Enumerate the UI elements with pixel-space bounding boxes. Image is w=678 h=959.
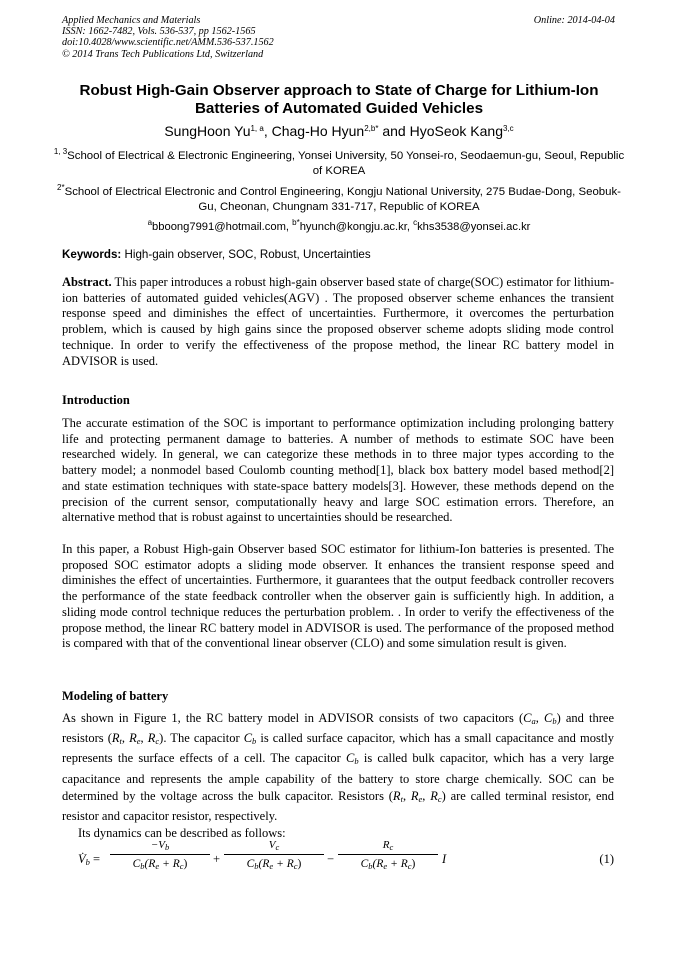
equation-1 — [74, 838, 614, 882]
intro-paragraph-2: In this paper, a Robust High-gain Observer based SOC estimator for lithium-Ion batteries is presented. The proposed SOC estimator adopts a sliding mode observer. It enhances the transient response speed and diminishes the effect of uncertainties. Furthermore, it guarantees that the output feedback controller recovers the performance of the state feedback controller when the observer gain is sufficiently high. In addition, a sliding mode control technique reduces the perturbation problem. . In order to verify the effectiveness of the propose method, the linear RC battery model in ADVISOR is used. The performance of the proposed method is compared with that of the conventional linear observer (CLO) and some simulation result is given. — [62, 542, 614, 651]
math-subscript: b — [354, 756, 359, 767]
abstract — [62, 275, 614, 369]
math-symbol: C — [132, 858, 141, 870]
math-subscript: t — [119, 736, 122, 747]
math-subscript: c — [437, 793, 442, 804]
equation-number: (1) — [599, 852, 614, 866]
math-symbol: R — [129, 731, 137, 746]
journal-name: Applied Mechanics and Materials — [62, 15, 201, 26]
author-name: HyoSeok Kang — [409, 123, 503, 139]
fraction-numerator — [224, 838, 324, 854]
fraction-denominator — [110, 854, 210, 874]
text-run: ) are called terminal resistor, end resistor and capacitor resistor, respectively. — [62, 788, 614, 824]
fraction-numerator — [110, 838, 210, 854]
math-subscript: c — [155, 736, 160, 747]
author-name: SungHoon Yu — [164, 123, 251, 139]
math-subscript: c — [179, 861, 184, 871]
dynamics-intro: Its dynamics can be described as follows: — [78, 826, 286, 841]
abstract-text: This paper introduces a robust high-gain observer based state of charge(SOC) estimator for lithium-ion batteries of automated guided vehicles(AGV) . The proposed observer scheme enhances the transient response speed and diminishes the effect of uncertainties. Furthermore, it overcomes the perturbation problem, which is caused by high gains since the proposed observer scheme adopts sliding mode control technique. In order to verify the effectiveness of the propose method, the linear RC battery model in ADVISOR is used. — [62, 275, 614, 368]
affiliation-2 — [50, 185, 628, 214]
math-symbol: + R — [387, 858, 408, 870]
equals-sign: = — [93, 852, 101, 866]
math-symbol: + R — [159, 858, 180, 870]
email-link[interactable]: hyunch@kongju.ac.kr, — [299, 221, 414, 233]
abstract-label: Abstract. — [62, 275, 112, 289]
math-subscript: e — [418, 793, 423, 804]
math-symbol: + R — [273, 858, 294, 870]
math-symbol: ) — [411, 858, 416, 870]
math-symbol: R — [392, 788, 401, 803]
affiliation-mark: 1, 3 — [53, 147, 68, 156]
math-symbol: C — [246, 858, 255, 870]
email-mark: a — [147, 218, 153, 227]
affiliation-mark: 2* — [57, 183, 65, 192]
affiliation-text: School of Electrical Electronic and Control Engineering, Kongju National University, 275 Budae-Dong, Seobuk-Gu, Cheonan, Chungnam 331-717, Republic of KOREA — [64, 186, 621, 213]
math-symbol: C — [346, 751, 355, 766]
issn-line: ISSN: 1662-7482, Vols. 536-537, pp 1562-1565 — [62, 26, 256, 38]
math-subscript: e — [155, 861, 160, 871]
keywords — [62, 248, 371, 262]
math-subscript: b — [140, 861, 145, 871]
math-symbol: R — [430, 788, 438, 803]
author-affil-mark: 3,c — [503, 124, 514, 133]
doi-line[interactable]: doi:10.4028/www.scientific.net/AMM.536-537.1562 — [62, 37, 274, 49]
math-subscript: c — [293, 861, 298, 871]
keywords-text: High-gain observer, SOC, Robust, Uncertainties — [121, 248, 371, 261]
math-symbol: V̇ — [78, 852, 86, 866]
text-run: , — [535, 711, 544, 725]
math-symbol: (R — [258, 858, 270, 870]
text-run: , — [402, 788, 411, 803]
paper-title: Robust High-Gain Observer approach to State of Charge for Lithium-Ion Batteries of Automated Guided Vehicles — [79, 82, 599, 117]
math-subscript: e — [136, 736, 141, 747]
math-symbol: C — [243, 731, 253, 746]
current-symbol: I — [442, 852, 447, 866]
modeling-paragraph — [62, 710, 614, 842]
math-symbol: V — [268, 839, 276, 851]
math-symbol: ) — [297, 858, 302, 870]
copyright-line: © 2014 Trans Tech Publications Ltd, Switzerland — [62, 48, 264, 60]
math-subscript: b — [85, 857, 90, 867]
affiliation-text: School of Electrical & Electronic Engineering, Yonsei University, 50 Yonsei-ro, Seodaemun-gu, Seoul, Republic of KOREA — [67, 150, 625, 177]
plus-sign: + — [213, 852, 221, 866]
text-run: As shown in Figure 1, the RC battery model in ADVISOR consists of two capacitors ( — [62, 711, 524, 725]
section-heading-modeling: Modeling of battery — [62, 689, 169, 703]
math-subscript: e — [269, 861, 274, 871]
math-subscript: e — [383, 861, 388, 871]
minus-sign: − — [327, 852, 335, 866]
math-symbol: ) — [183, 858, 188, 870]
math-subscript: b — [254, 861, 259, 871]
math-symbol: (R — [372, 858, 384, 870]
section-heading-introduction: Introduction — [62, 393, 130, 407]
text-run: , — [140, 731, 148, 746]
fraction-denominator — [338, 854, 438, 874]
keywords-label: Keywords: — [62, 248, 122, 261]
equation-lhs — [78, 852, 100, 867]
text-run: ) and three resistors ( — [62, 711, 614, 746]
email-link[interactable]: khs3538@yonsei.ac.kr — [417, 221, 531, 233]
math-subscript: b — [552, 716, 557, 726]
affiliation-1 — [50, 149, 628, 178]
math-subscript: c — [407, 861, 412, 871]
intro-paragraph-1: The accurate estimation of the SOC is important to performance optimization including prolonging battery life and protecting permanent damage to batteries. A number of methods to estimate SOC have been researched widely. In general, we can categorize these methods in to three major types according to the battery model; a nonmodel based Coulomb counting method[1], black box battery model based method[2] and state estimation techniques with state-space battery models[3]. However, these methods depend on the precision of the current sensor, computationally heavy and large SOC estimation errors. Therefore, an alternative method that is robust against to uncertainties should be researched. — [62, 416, 614, 525]
math-subscript: b — [368, 861, 373, 871]
email-mark: c — [413, 218, 418, 227]
email-link[interactable]: bboong7991@hotmail.com, — [152, 221, 293, 233]
math-subscript: a — [531, 716, 536, 726]
author-emails — [50, 220, 628, 234]
fraction-numerator — [338, 838, 438, 854]
math-symbol: (R — [144, 858, 156, 870]
math-symbol: R — [147, 731, 156, 746]
math-subscript: t — [400, 793, 403, 804]
math-subscript: c — [275, 842, 280, 852]
email-mark: b* — [292, 218, 300, 227]
text-run: , — [422, 788, 431, 803]
fraction-term-2 — [224, 838, 324, 874]
math-subscript: b — [252, 736, 257, 747]
math-symbol: C — [523, 711, 532, 725]
author-affil-mark: 2,b* — [364, 124, 379, 133]
math-symbol: −V — [150, 839, 165, 851]
fraction-denominator — [224, 854, 324, 874]
journal-header — [62, 15, 482, 60]
math-symbol: R — [382, 839, 390, 851]
fraction-term-1 — [110, 838, 210, 874]
author-affil-mark: 1, a — [250, 124, 264, 133]
text-run: is called surface capacitor, which has a small capacitance and mostly represents the surface effects of a cell. The capacitor — [62, 731, 615, 766]
fraction-term-3 — [338, 838, 438, 874]
author-list: SungHoon Yu$^{1, a}$, Chag-Ho Hyun$^{2,b*}$ and HyoSeok Kang$^{3,c}$ — [164, 123, 514, 139]
text-run: , — [121, 731, 130, 746]
math-symbol: C — [360, 858, 369, 870]
online-date: Online: 2014-04-04 — [533, 15, 615, 26]
author-separator: and — [378, 123, 410, 139]
math-subscript: b — [164, 842, 170, 852]
math-symbol: R — [111, 731, 120, 746]
text-run: is called bulk capacitor, which has a very large capacitance and represents the ample capability of the battery to store charge chemically. SOC can be determined by the voltage across the bulk capacitor. Resistors ( — [62, 751, 614, 803]
math-symbol: C — [543, 711, 553, 725]
math-subscript: c — [389, 842, 394, 852]
math-symbol: R — [410, 788, 419, 803]
text-run: ). The capacitor — [159, 731, 244, 746]
author-name: Chag-Ho Hyun — [271, 123, 365, 139]
